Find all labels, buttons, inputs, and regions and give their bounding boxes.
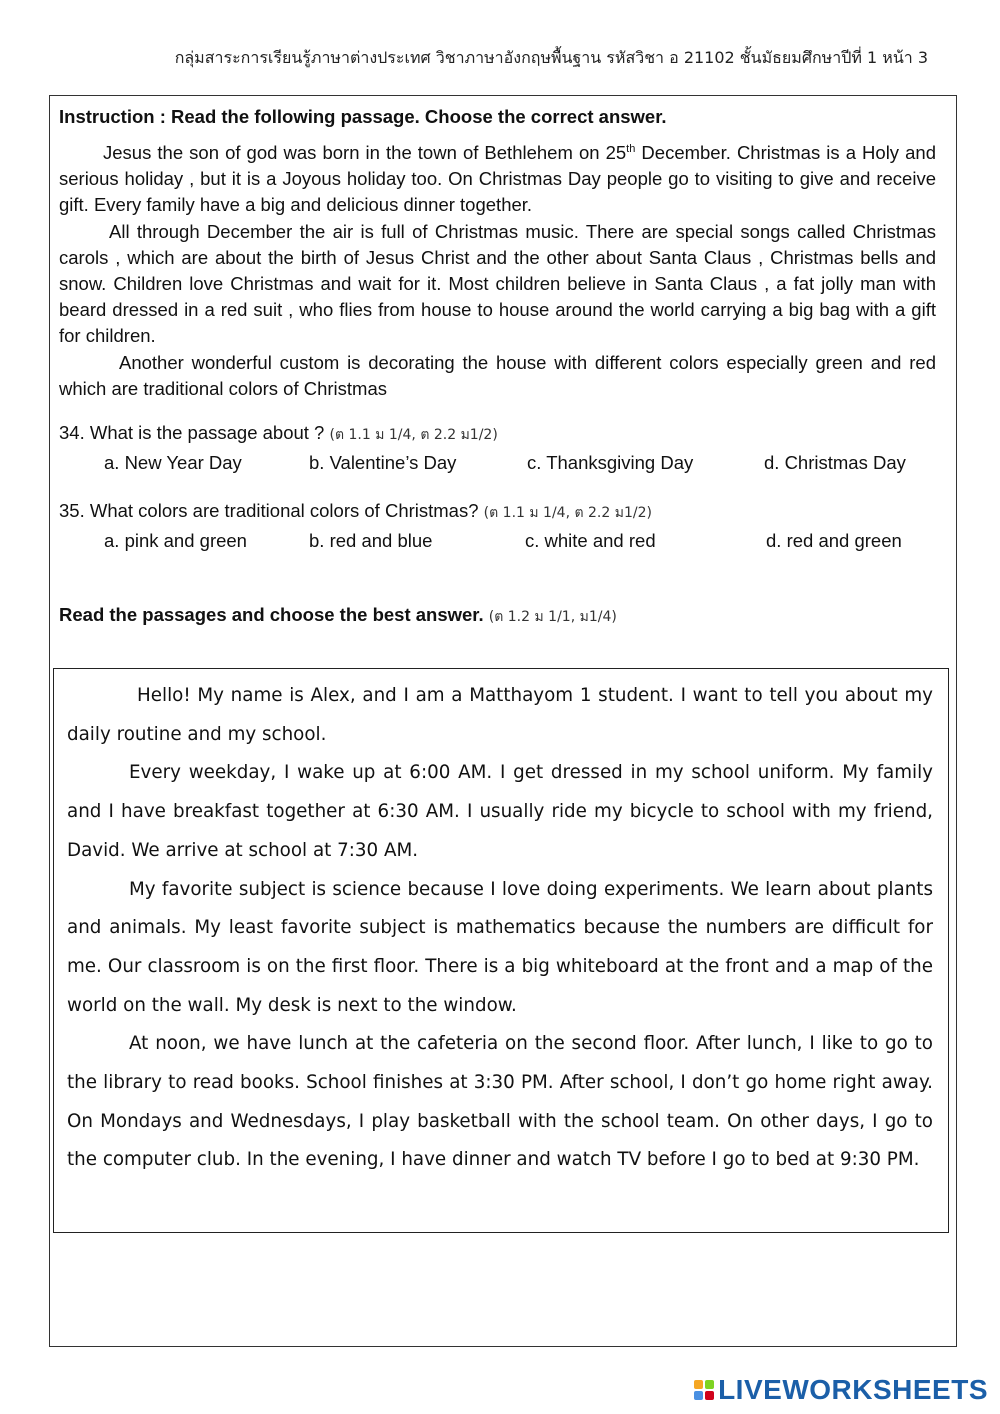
logo-grid-icon [694,1380,714,1400]
q35-option-d[interactable]: d. red and green [766,530,902,552]
q35-option-b[interactable]: b. red and blue [309,530,433,552]
section2-heading: Read the passages and choose the best answer. [59,604,484,626]
q34-option-d[interactable]: d. Christmas Day [764,452,906,474]
q35-option-c[interactable]: c. white and red [525,530,656,552]
page-header: กลุ่มสาระการเรียนรู้ภาษาต่างประเทศ วิชาภาษาอังกฤษพื้นฐาน รหัสวิชา อ 21102 ชั้นมัธยมศึกษาปีที่ 1 หน้า 3 [174,48,928,67]
section2-ref: (ต 1.2 ม 1/1, ม1/4) [488,609,617,626]
q34-option-a[interactable]: a. New Year Day [104,452,242,474]
question-34 [59,422,936,446]
question-35 [59,500,936,524]
q34-option-b[interactable]: b. Valentine’s Day [309,452,457,474]
story-paragraph-2: Every weekday, I wake up at 6:00 AM. I get dressed in my school uniform. My family and I have breakfast together at 6:30 AM. I usually ride my bicycle to school with my friend, David. We arrive at school at 7:30 AM. [67,762,933,861]
passage-paragraph-1: Jesus the son of god was born in the town of Bethlehem on 25th December. Christmas is a Holy and serious holiday , but it is a Joyous holiday too. On Christmas Day people go to visiting to give and receive gift. Every family have a big and delicious dinner together. [59,142,936,216]
reading-passage-box [53,668,949,1233]
passage-paragraph-2: All through December the air is full of Christmas music. There are special songs called Christmas carols , which are about the birth of Jesus Christ and the other about Santa Claus , Christmas bells and snow. Children love Christmas and wait for it. Most children believe in Santa Claus , a fat jolly man with beard dressed in a red suit , who flies from house to house around the world carrying a big bag with a gift for children. [59,220,936,347]
question-35-text: 35. What colors are traditional colors of Christmas? [59,500,479,522]
passage-paragraph-3: Another wonderful custom is decorating the house with different colors especially green and red which are traditional colors of Christmas [59,351,936,399]
logo-text: LIVEWORKSHEETS [718,1374,988,1405]
question-35-options [59,530,936,558]
worksheet-content [59,96,936,628]
christmas-passage [59,140,936,402]
liveworksheets-logo [694,1372,988,1408]
section2-instruction [59,604,936,628]
alex-story [67,677,933,1180]
question-34-text: 34. What is the passage about ? [59,422,325,444]
instruction-heading: Instruction : Read the following passage. Choose the correct answer. [59,106,667,127]
story-paragraph-3: My favorite subject is science because I love doing experiments. We learn about plants and animals. My least favorite subject is mathematics because the numbers are difficult for me. Our classroom is on the first floor. There is a big whiteboard at the front and a map of the world on the wall. My desk is next to the window. [67,878,933,1016]
story-paragraph-4: At noon, we have lunch at the cafeteria on the second floor. After lunch, I like to go to the library to read books. School finishes at 3:30 PM. After school, I don’t go home right away. On Mondays and Wednesdays, I play basketball with the school team. On other days, I go to the computer club. In the evening, I have dinner and watch TV before I go to bed at 9:30 PM. [67,1033,933,1171]
story-paragraph-1: Hello! My name is Alex, and I am a Matthayom 1 student. I want to tell you about my daily routine and my school. [67,685,933,745]
question-34-options [59,452,936,480]
question-34-ref: (ต 1.1 ม 1/4, ต 2.2 ม1/2) [329,427,498,444]
q35-option-a[interactable]: a. pink and green [104,530,247,552]
question-35-ref: (ต 1.1 ม 1/4, ต 2.2 ม1/2) [483,505,652,522]
q34-option-c[interactable]: c. Thanksgiving Day [527,452,694,474]
worksheet-frame [49,95,957,1347]
